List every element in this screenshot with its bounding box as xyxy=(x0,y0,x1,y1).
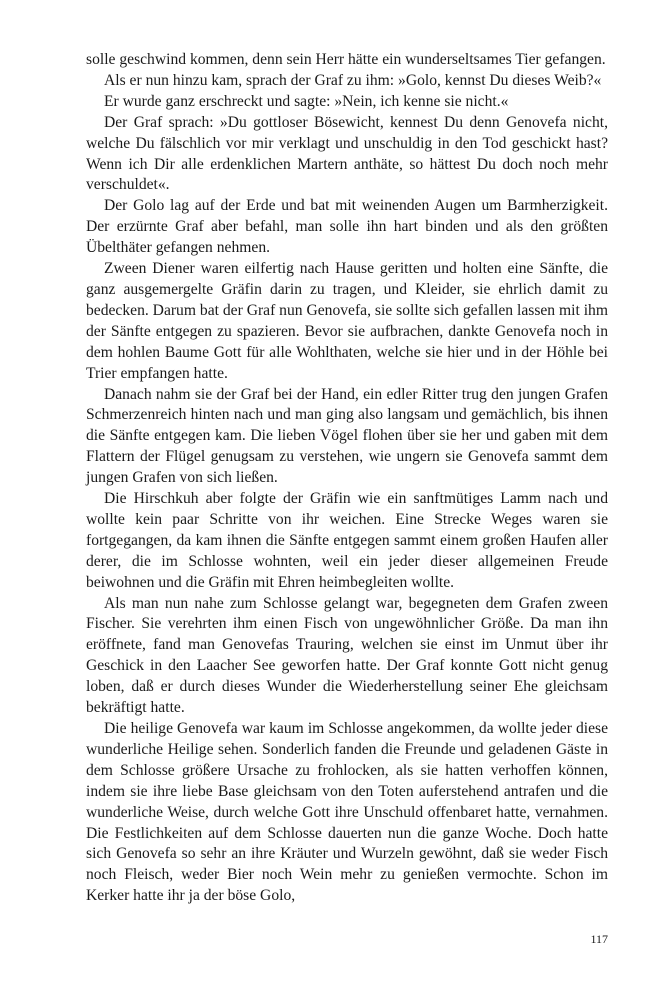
page-number: 117 xyxy=(590,932,608,946)
paragraph: Der Graf sprach: »Du gottloser Bösewicht, kennest Du denn Genovefa nicht, welche Du fälschlich vor mir verklagt und unschuldig in den Tod geschickt hast? Wenn ich Dir alle erdenklichen Martern anthäte, so hättest Du doch noch mehr verschuldet«. xyxy=(86,113,608,194)
paragraph: Zween Diener waren eilfertig nach Hause geritten und holten eine Sänfte, die ganz ausgemergelte Gräfin darin zu tragen, und Kleider, sie ehrlich damit zu bedecken. Darum bat der Graf nun Genovefa, sie sollte sich gefallen lassen mit ihm der Sänfte entgegen zu spazieren. Bevor sie aufbrachen, dankte Genovefa noch in dem hohlen Baume Gott für alle Wohlthaten, welche sie hier und in der Höhle bei Trier empfangen hatte. xyxy=(86,260,608,382)
page-text xyxy=(86,50,608,907)
paragraph: Der Golo lag auf der Erde und bat mit weinenden Augen um Barmherzigkeit. Der erzürnte Graf aber befahl, man solle ihn hart binden und als den größten Übelthäter gefangen nehmen. xyxy=(86,197,608,257)
paragraph: Er wurde ganz erschreckt und sagte: »Nein, ich kenne sie nicht.« xyxy=(104,92,509,110)
paragraph: Die Hirschkuh aber folgte der Gräfin wie ein sanftmütiges Lamm nach und wollte kein paar Schritte von ihr weichen. Eine Strecke Weges waren sie fortgegangen, da kam ihnen die Sänfte entgegen sammt einem großen Haufen aller derer, die im Schlosse wohnten, weil ein jeder dieser allgemeinen Freude beiwohnen und die Gräfin mit Ehren heimbegleiten wollte. xyxy=(86,490,608,591)
paragraph: Als man nun nahe zum Schlosse gelangt war, begegneten dem Grafen zween Fischer. Sie verehrten ihm einen Fisch von ungewöhnlicher Größe. Da man ihn eröffnete, fand man Genovefas Trauring, welchen sie einst im Unmut über ihr Geschick in den Laacher See geworfen hatte. Der Graf konnte Gott nicht genug loben, daß er durch dieses Wunder die Wiederherstellung seiner Ehe gleichsam bekräftigt hatte. xyxy=(86,594,608,717)
paragraph: Danach nahm sie der Graf bei der Hand, ein edler Ritter trug den jungen Grafen Schmerzenreich hinten nach und man ging also langsam und gemächlich, bis ihnen die Sänfte entgegen kam. Die lieben Vögel flohen über sie her und gaben mit dem Flattern der Flügel genugsam zu verstehen, wie ungern sie Genovefa sammt dem jungen Grafen von sich ließen. xyxy=(86,385,608,487)
paragraph: Als er nun hinzu kam, sprach der Graf zu ihm: »Golo, kennst Du dieses Weib?« xyxy=(104,71,602,89)
paragraph: Die heilige Genovefa war kaum im Schlosse angekommen, da wollte jeder diese wunderliche Heilige sehen. Sonderlich fanden die Freunde und geladenen Gäste in dem Schlosse größere Ursache zu frohlocken, als sie hatten verhoffen können, indem sie ihre liebe Base gleichsam von den Toten auferstehend antrafen und die wunderliche Weise, durch welche Gott ihre Unschuld offenbaret hatte, vernahmen. Die Festlichkeiten auf dem Schlosse dauerten nun die ganze Woche. Doch hatte sich Genovefa so sehr an ihre Kräuter und Wurzeln gewöhnt, daß sie weder Fisch noch Fleisch, weder Bier noch Wein mehr zu genießen vermochte. Schon im Kerker hatte ihr ja der böse Golo, xyxy=(86,720,608,905)
paragraph-continued: solle geschwind kommen, denn sein Herr hätte ein wunderseltsames Tier gefangen. xyxy=(86,51,606,68)
